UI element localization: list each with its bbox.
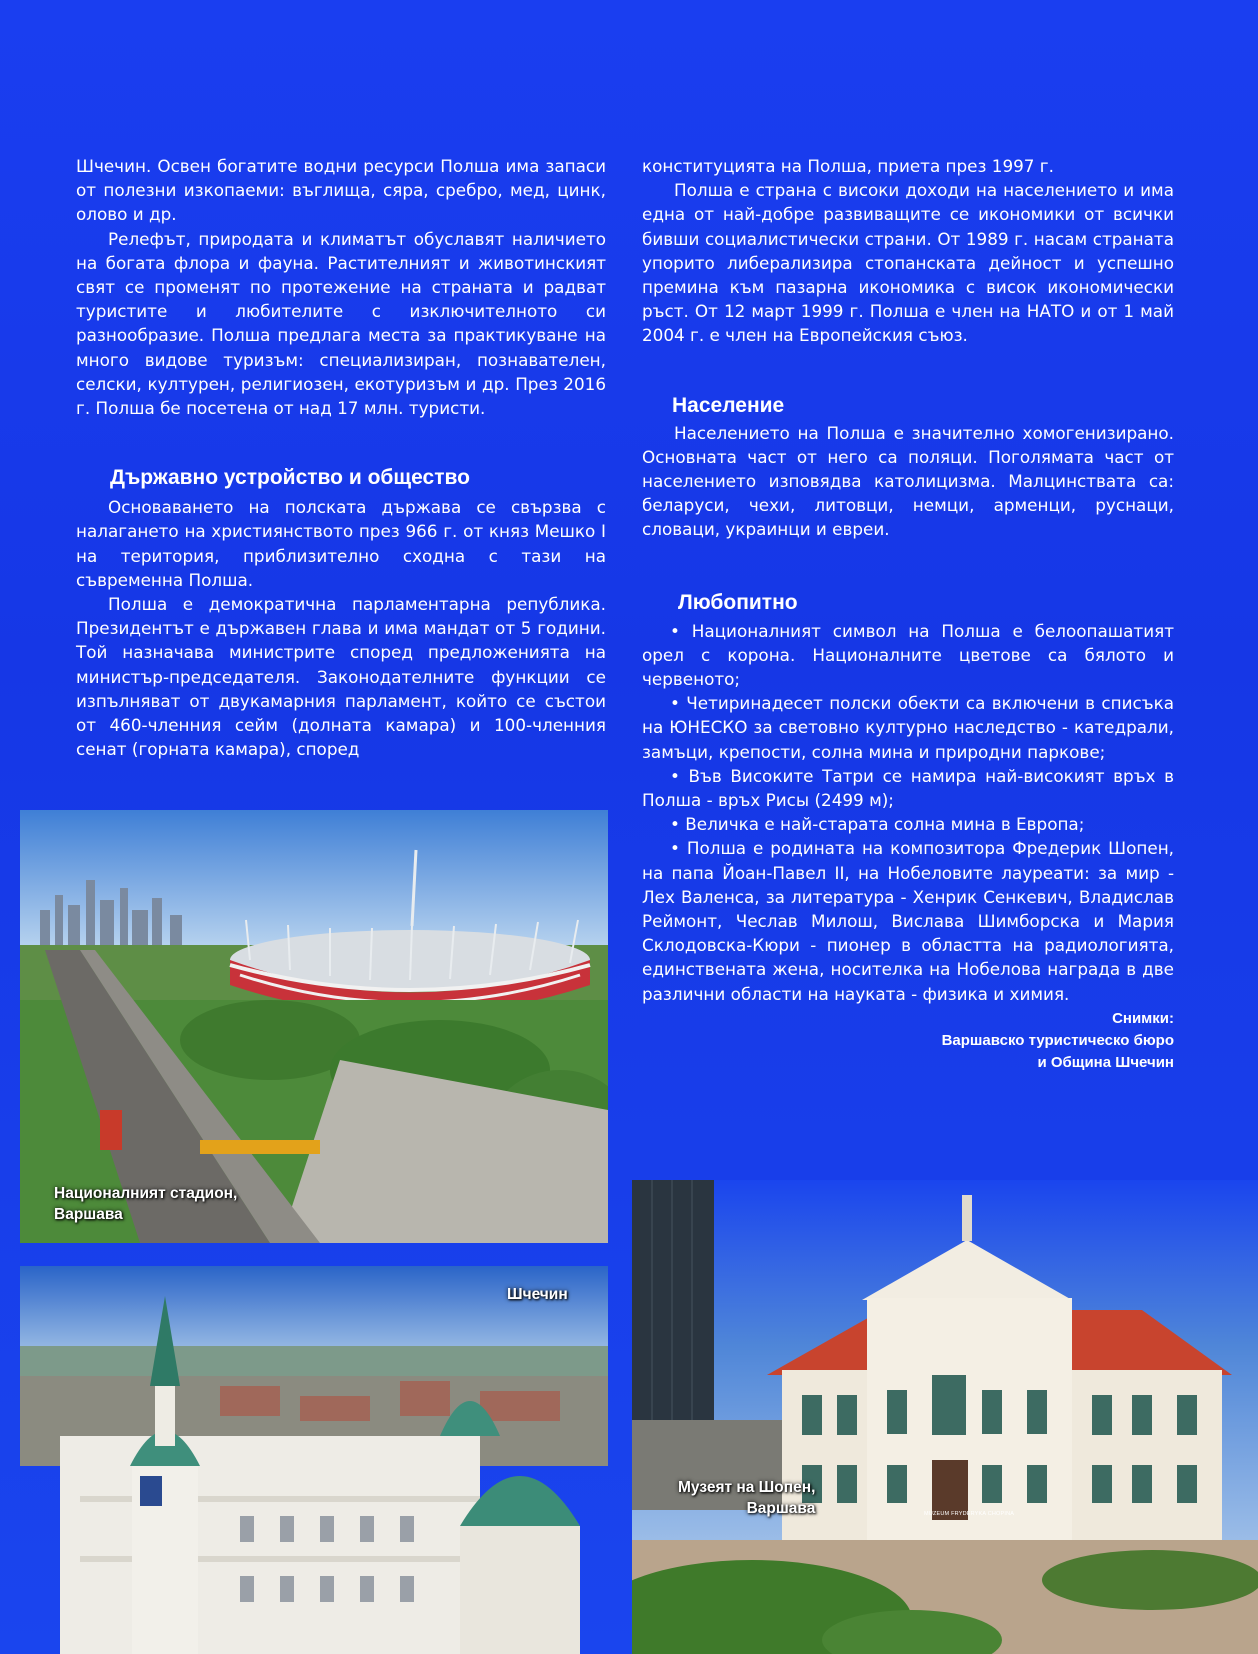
paragraph-republic: Полша е демократична парламентарна република. Президентът е държавен глава и има мандат от 5 години. Той назначава министрите според предложенията на министър-председателя. Законодателните функции се изпълняват от двукамарния парламент, който се състои от 460-членния сейм (долната камара) и 100-членния сенат (горната камара), според (76, 594, 606, 760)
paragraph-nature: Релефът, природата и климатът обуславят наличието на богата флора и фауна. Растителният и животинският свят се променят по протежение на страната и радват туристите и любителите с изключителното си разнообразие. Полша предлага места за практикуване на много видове туризъм: специализиран, познавателен, селски, културен, религиозен, екотуризъм и др. През 2016 г. Полша бе посетена от над 17 млн. туристи. (76, 228, 606, 419)
caption-stadium (54, 1183, 237, 1225)
paragraph-constitution: конституцията на Полша, приета през 1997 г. (642, 156, 1054, 176)
museum-sign: MUZEUM FRYDERYKA CHOPINA (924, 1511, 1015, 1517)
caption-szczecin: Шчечин (507, 1286, 568, 1303)
caption-chopin (678, 1477, 815, 1519)
photo-credits (642, 1008, 1174, 1074)
photo-national-stadium (20, 810, 608, 1243)
caption-line: Националният стадион, (54, 1185, 238, 1202)
curious-list (642, 619, 1174, 1006)
list-item: • Четиринадесет полски обекти са включени в списъка на ЮНЕСКО за световно културно наследство - катедрали, замъци, крепости, солна мина и природни паркове; (642, 693, 1174, 762)
credits-label: Снимки: (1112, 1009, 1174, 1027)
paragraph-founding: Основаването на полската държава се свързва с налагането на християнството през 966 г. от княз Мешко I на територия, приблизително сходна с тази на съвременна Полша. (76, 497, 606, 590)
photo-chopin-museum (632, 1180, 1258, 1654)
list-item: • Националният символ на Полша е белоопашатият орел с корона. Националните цветове са бялото и червеното; (642, 620, 1174, 690)
caption-line: Музеят на Шопен, (678, 1479, 816, 1496)
credits-line: Варшавско туристическо бюро (941, 1031, 1174, 1049)
paragraph-economy: Полша е страна с високи доходи на населението и има една от най-добре развиващите се икономики от всички бивши социалистически страни. От 1989 г. насам страната упорито либерализира стопанската дейност и успешно премина към пазарна икономика с висок икономически ръст. От 12 март 1999 г. Полша е член на НАТО и от 1 май 2004 г. е член на Европейския съюз. (642, 180, 1174, 346)
caption-line: Варшава (746, 1500, 816, 1517)
paragraph-population: Населението на Полша е значително хомогенизирано. Основната част от него са поляци. Поголямата част от населението изповядва католицизма. Малцинствата са: беларуси, чехи, литовци, немци, арменци, руснаци, словаци, украинци и евреи. (642, 422, 1174, 540)
list-item: • Във Високите Татри се намира най-високият връх в Полша - връх Рисы (2499 м); (642, 765, 1174, 811)
right-column (642, 154, 1174, 1074)
photo-szczecin (20, 1266, 608, 1654)
heading-state-structure: Държавно устройство и общество (110, 466, 470, 490)
paragraph-resources: Шчечин. Освен богатите водни ресурси Полша има запаси от полезни изкопаеми: въглища, сяра, сребро, мед, цинк, олово и др. (76, 156, 606, 225)
credits-line: и Община Шчечин (1037, 1053, 1174, 1071)
left-column (76, 154, 606, 761)
list-item: • Полша е родината на композитора Фредерик Шопен, на папа Йоан-Павел II, на Нобеловите лауреати: за мир - Лех Валенса, за литература - Хенрик Сенкевич, Владислав Реймонт, Чеслав Милош, Вислава Шимборска и Мария Склодовска-Кюри - пионер в областта на радиологията, единствената жена, носителка на Нобелова награда в две различни области на науката - физика и химия. (642, 838, 1174, 1004)
heading-curious: Любопитно (678, 590, 798, 614)
list-item: • Величка е най-старата солна мина в Европа; (670, 814, 1085, 835)
heading-population: Население (672, 393, 785, 417)
caption-line: Варшава (54, 1206, 123, 1223)
